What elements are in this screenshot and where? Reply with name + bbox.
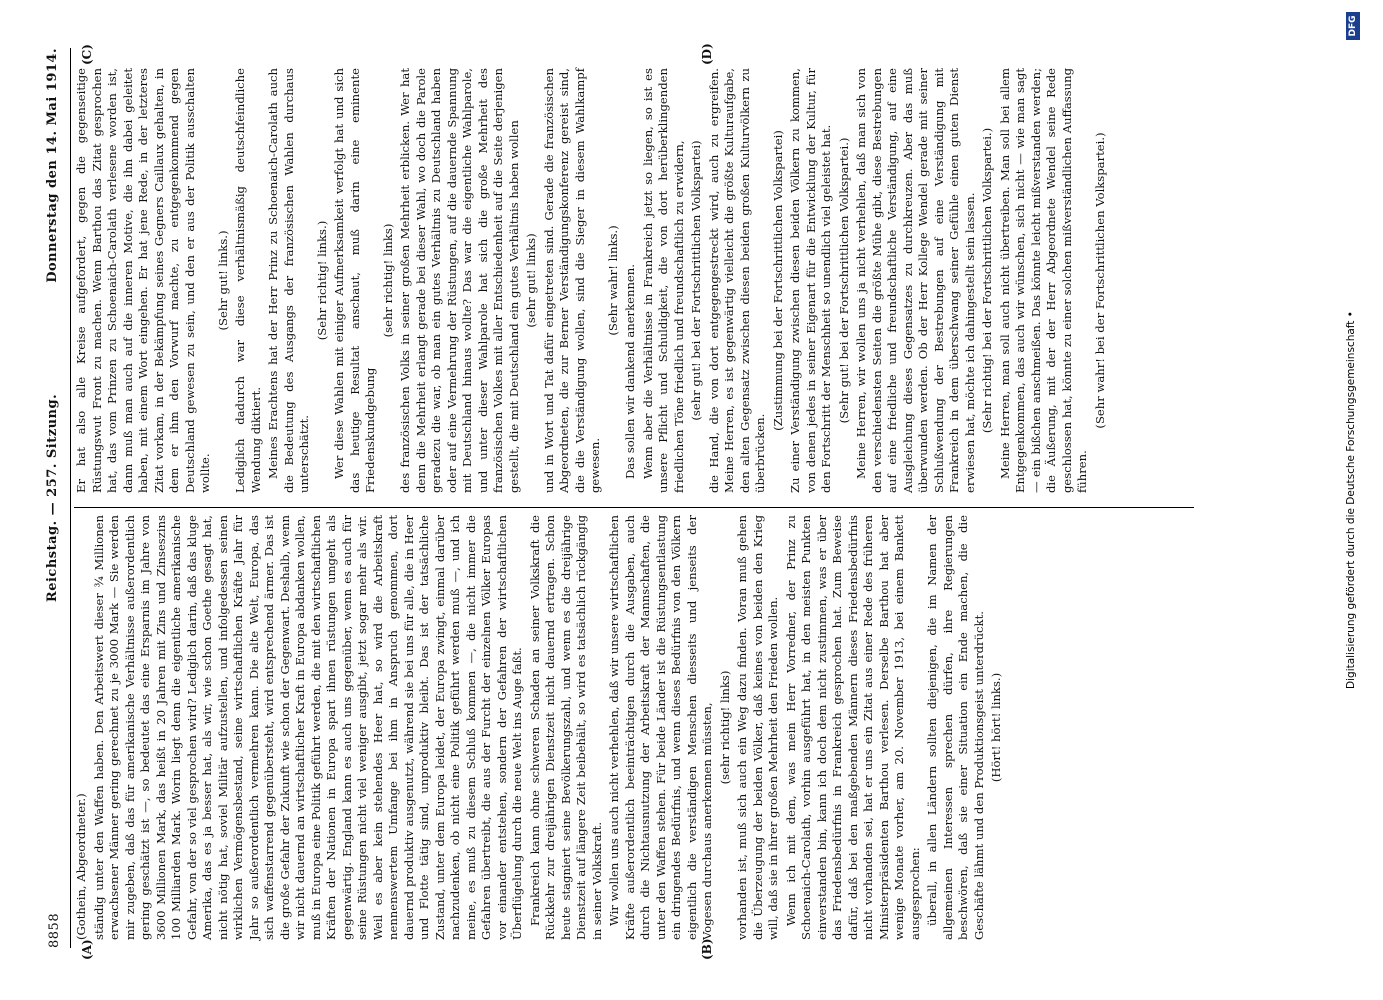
page-number: 8858: [47, 912, 62, 948]
paragraph: ständig unter den Waffen haben. Den Arbeitswert dieser ¾ Millionen erwachsener Männer gering gerechnet zu je 3000 Mark — Sie werden mir zugeben, daß das für amerikanische Verhältnisse außerordentlich gering geschätzt ist —, so bedeutet das eine Ersparnis im Jahre von 3600 Millionen Mark, das heißt in 20 Jahren mit Zins und Zinseszins 100 Milliarden Mark. Worin liegt denn die eigentliche amerikanische Gefahr, von der so viel gesprochen wird? Lediglich darin, daß das kluge Amerika, das es ja besser hat, als wir, wie schon Goethe gesagt hat, nicht nötig hat, soviel Militär aufzustellen, und infolgedessen seinen wirklichen Vermögensbestand, seine wirtschaftlichen Kräfte Jahr für Jahr so außerordentlich vermehren kann. Die alte Welt, Europa, das sich waffenstarrend gegenübersteht, wird entsprechend ärmer. Das ist die große Gefahr der Zukunft wie schon der Gegenwart. Deshalb, wenn wir nicht dauernd an wirtschaftlicher Kraft in Europa abdanken wollen, muß in Europa eine Politik geführt werden, die mit den wirtschaftlichen Kräften der Nationen in Europa spart ihnen rüstungen umgeht als gegenwärtig. England kann es auch uns gegenüber, wenn es auch für seine Rüstungen nicht viel weniger ausgibt, jetzt sogar mehr als wir. Weil es aber kein stehendes Heer hat, so wird die Arbeitskraft nennenswertem Umfange bei ihm in Anspruch genommen, dort dauernd produktiv ausgenutzt, während sie bei uns für alle, die in Heer und Flotte tätig sind, unproduktiv bleibt. Das ist der tatsächliche Zustand, unter dem Europa leidet, der Europa zwingt, einmal darüber nachzudenken, ob nicht eine Politik geführt werden muß —, und ich meine, es muß zu diesem Schluß kommen —, die nicht immer die Gefahren übertreibt, die aus der Furcht der einzelnen Völker Europas vor einander entstehen, sondern der Gefahren der wirtschaftlichen Überflügelung durch die neue Welt ins Auge faßt.: [91, 515, 524, 940]
right-column: [74, 68, 1204, 493]
paragraph: Wir wollen uns auch nicht verhehlen, daß wir unsere wirtschaftlichen Kräfte außerordentlich beeinträchtigen durch die Ausgaben, auch durch die Nichtausnutzung der Arbeitskraft der Mannschaften, die unter den Waffen stehen. Für beide Länder ist die Rüstungsentlastung ein dringendes Bedürfnis, und wenn dieses Bedürfnis von den Völkern eigentlich die verständigen Menschen diesseits und jenseits der Vogesen durchaus anerkennen müssten,: [607, 515, 714, 940]
interjection: (sehr richtig! links): [380, 223, 395, 338]
header-session: Reichstag. — 257. Sitzung.: [45, 393, 60, 603]
header-rule: [70, 48, 71, 948]
paragraph: Wer diese Wahlen mit einiger Aufmerksamkeit verfolgt hat und sich das heutige Resultat anschaut, muß darin eine eminente Friedenskundgebung: [332, 68, 377, 493]
paragraph: Meine Herren, man soll auch nicht übertreiben. Man soll bei allem Entgegenkommen, das auch wir wünschen, sich nicht — wie man sagt — ein bißchen anschmeißen. Das könnte leicht mißverstanden werden; die Äußerung, mit der der Herr Abgeordnete Wendel seine Rede geschlossen hat, könnte zu einer solchen mißverständlichen Auffassung führen.: [997, 68, 1089, 493]
paragraph: vorhanden ist, muß sich auch ein Weg dazu finden. Voran muß gehen die Überzeugung der beiden Völker, daß keines von beiden den Krieg will, daß sie in ihrer großen Mehrheit den Frieden wollen.: [735, 515, 780, 940]
paragraph: die Hand, die von dort entgegengestreckt wird, auch zu ergreifen. Meine Herren, es ist gegenwärtig vielleicht die größte Kulturaufgabe, den alten Gegensatz zwischen diesen beiden großen Kulturvölkern zu überbrücken.: [706, 68, 767, 493]
left-column: [74, 515, 1204, 940]
interjection: (Sehr wahr! bei der Fortschrittlichen Volkspartei.): [1092, 132, 1107, 429]
paragraph: Frankreich kann ohne schweren Schaden an seiner Volkskraft die Rückkehr zur dreijährigen Dienstzeit nicht dauernd ertragen. Schon heute stagniert seine Bevölkerungszahl, und wenn es die dreijährige Dienstzeit auf längere Zeit beibehält, so wird es tatsächlich rückgängig in seiner Volkskraft.: [527, 515, 604, 940]
header-date: Donnerstag den 14. Mai 1914.: [45, 48, 60, 283]
paragraph: Meine Herren, wir wollen uns ja nicht verhehlen, daß man sich von den verschiedensten Seiten die größte Mühe gibt, diese Bestrebungen auf eine friedliche und freundschaftliche Verständigung, auf eine Ausgleichung dieses Gegensatzes zu durchkreuzen. Aber das muß überwunden werden. Ob der Herr Kollege Wendel gerade mit seiner Schlußwendung der Bestrebungen auf eine Verständigung mit Frankreich in dem überschwang seiner Gefühle einen guten Dienst erwiesen hat, möchte ich dahingestellt sein lassen.: [854, 68, 977, 493]
paragraph: und in Wort und Tat dafür eingetreten sind. Gerade die französischen Abgeordneten, die zur Berner Verständigungskonferenz gereist sind, die die Verständigung wollen, sind die Sieger in diesem Wahlkampf gewesen.: [541, 68, 602, 493]
margin-marker-c: (C): [80, 44, 94, 65]
margin-marker-b: (B): [700, 938, 714, 960]
paragraph: Er hat also alle Kreise aufgefordert, gegen die gegenseitige Rüstungswut Front zu machen. Wenn Barthou das Zitat gesprochen hat, das vom Prinzen zu Schoenaich-Carolath verlesene worden ist, dann muß man auch auf die inneren Motive, die ihn dabei geleitet haben, mit einem Wort eingehen. Er hat jene Rede, in der letzteres Zitat vorkam, in der Bekämpfung seines Gegners Caillaux gehalten, in dem er ihm den Vorwurf machte, zu entgegenkommend gegen Deutschland gewesen zu sein, und den er aus der Politik ausschalten wollte.: [74, 68, 212, 493]
paragraph: Das sollen wir dankend anerkennen.: [623, 264, 637, 479]
interjection: (sehr richtig! links): [717, 670, 732, 785]
interjection: (Sehr gut! links.): [215, 230, 230, 331]
interjection: (Sehr gut! bei der Fortschrittlichen Volkspartei.): [836, 137, 851, 424]
paragraph: Lediglich dadurch war diese verhältnismäßig deutschfeindliche Wendung diktiert.: [233, 68, 263, 493]
paragraph: Zu einer Verständigung zwischen diesen beiden Völkern zu kommen, von denen jedes in seiner Eigenart für die Entwicklung der Kultur, für den Fortschritt der Menschheit so unendlich viel geleistet hat.: [788, 68, 833, 493]
paragraph: Wenn ich mit dem, was mein Herr Vorredner, der Prinz zu Schoenaich-Carolath, vorhin ausgeführt hat, in den meisten Punkten einverstanden bin, kann ich doch dem nicht zustimmen, was er über das Friedensbedürfnis in Frankreich gesprochen hat. Zum Beweise dafür, daß bei den maßgebenden Männern dieses Friedensbedürfnis nicht vorhanden sei, hat er uns ein Zitat aus einer Rede des früheren Ministerpräsidenten Barthou verlesen. Derselbe Barthou hat aber wenige Monate vorher, am 20. November 1913, bei einem Bankett ausgesprochen:: [783, 515, 922, 940]
paragraph: des französischen Volks in seiner großen Mehrheit erblicken. Wer hat denn die Mehrheit erlangt gerade bei dieser Wahl, wo doch die Parole geradezu die war, ob man ein gutes Verhältnis zu Deutschland haben oder auf eine Vermehrung der Rüstungen, auf die dauernde Spannung mit Deutschland hinaus wollte? Das war die eigentliche Wahlparole, und unter dieser Wahlparole hat sich die große Mehrheit des französischen Volkes mit aller Entschiedenheit auf die Seite derjenigen gestellt, die mit Deutschland ein gutes Verhältnis haben wollen: [398, 68, 521, 493]
interjection: (Sehr richtig! bei der Fortschrittlichen Volkspartei.): [980, 127, 994, 434]
page-header: [45, 48, 69, 948]
paragraph: Wenn aber die Verhältnisse in Frankreich jetzt so liegen, so ist es unsere Pflicht und Schuldigkeit, die von dort herüberklingenden friedlichen Töne friedlich und freundschaftlich zu erwidern,: [640, 68, 686, 493]
margin-marker-a: (A): [80, 939, 94, 960]
digitization-credit: [1345, 0, 1357, 1000]
margin-marker-d: (D): [700, 43, 714, 65]
paragraph: Meines Erachtens hat der Herr Prinz zu Schoenaich-Carolath auch die Bedeutung des Ausgangs der französischen Wahlen durchaus unterschätzt.: [266, 68, 311, 493]
quotation: überall, in allen Ländern sollten diejenigen, die im Namen der allgemeinen Interessen sprechen dürfen, ihre Regierungen beschwören, daß sie einer Situation ein Ende machen, die die Geschäfte lähmt und den Produktionsgeist unterdrückt.: [925, 515, 986, 940]
interjection: (Zustimmung bei der Fortschrittlichen Volkspartei): [770, 130, 785, 431]
interjection: (sehr gut! links): [524, 233, 538, 328]
interjection: (sehr gut! bei der Fortschrittlichen Volkspartei): [689, 140, 703, 421]
column-divider: [74, 507, 1194, 508]
credit-text: Digitalisierung gefördert durch die Deutsche Forschungsgemeinschaft •: [1345, 311, 1357, 689]
speaker-label: (Gothein, Abgeordneter.): [74, 793, 88, 940]
interjection: (Hört! hört! links.): [989, 672, 1003, 783]
dfg-logo: DFG: [1346, 12, 1360, 40]
interjection: (Sehr richtig! links.): [314, 220, 329, 341]
interjection: (Sehr wahr! links.): [605, 225, 620, 336]
